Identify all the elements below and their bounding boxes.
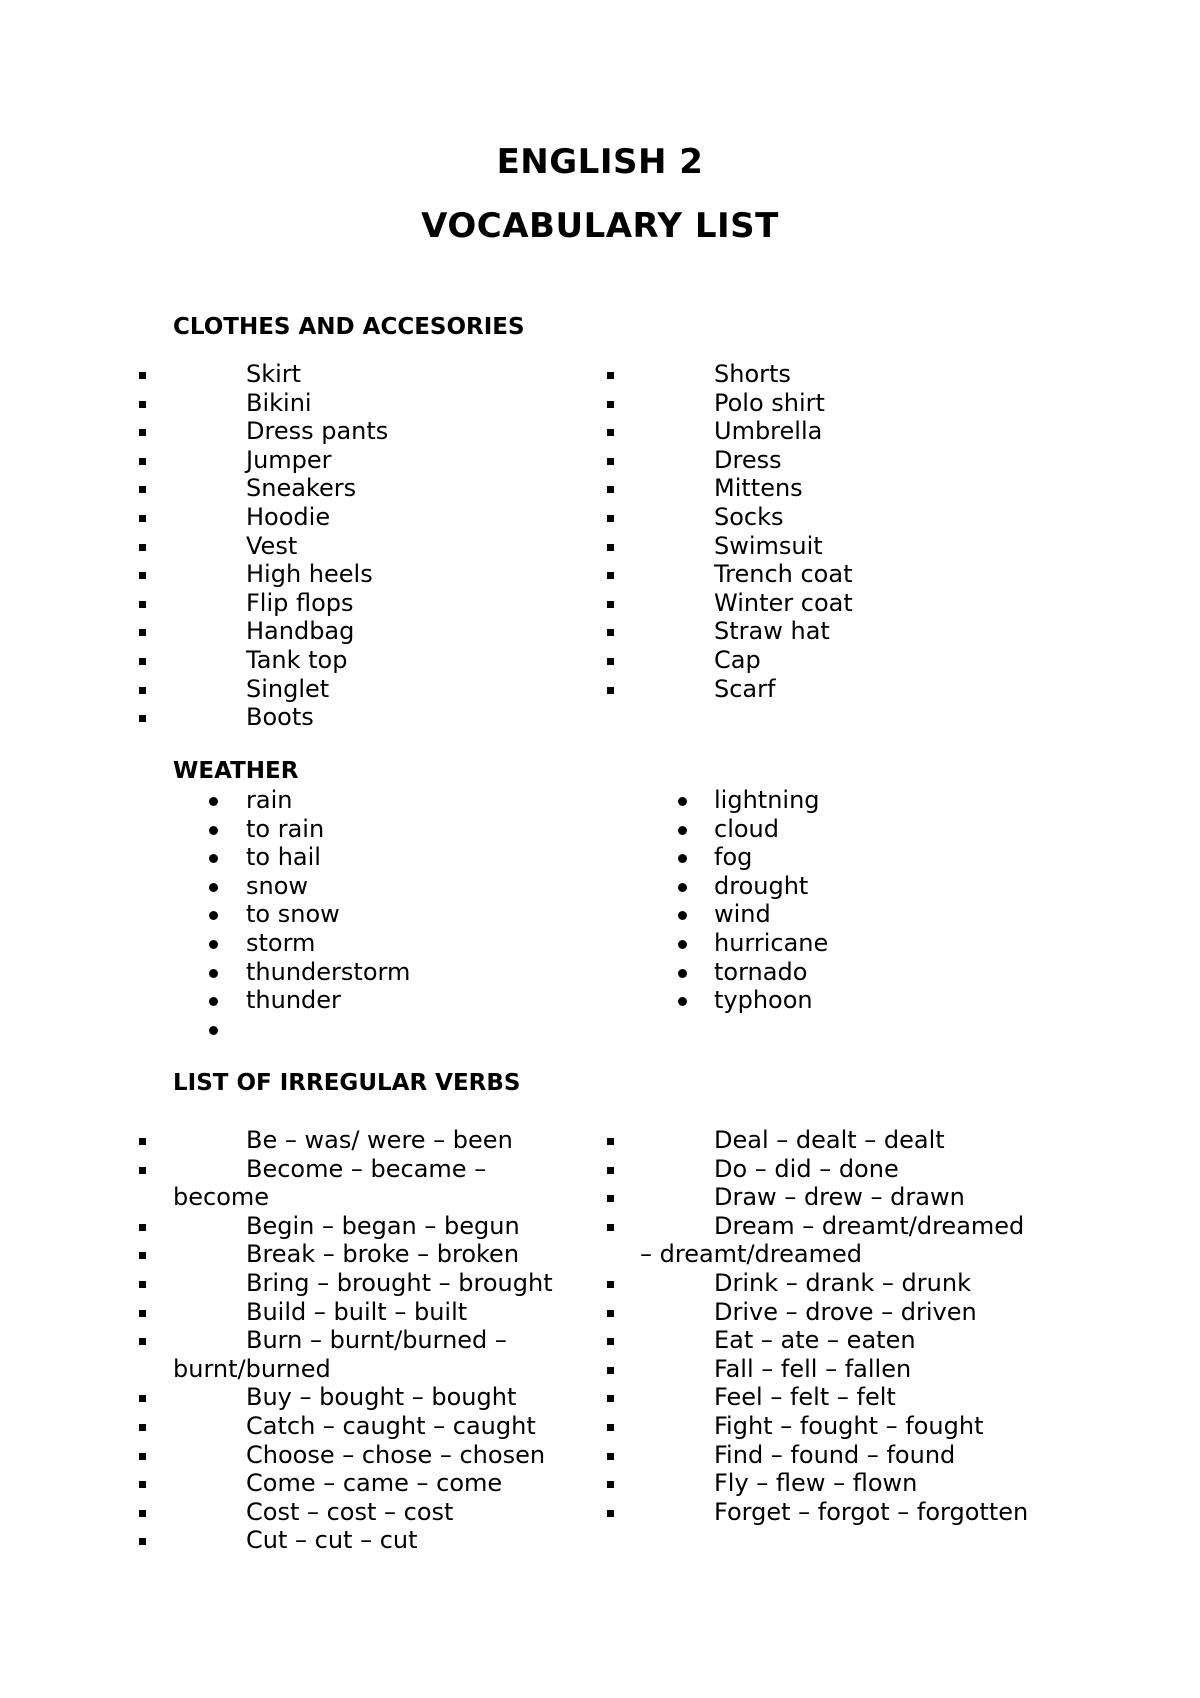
square-bullet-icon [607, 1367, 614, 1374]
list-item [0, 843, 1200, 872]
list-item [0, 986, 1200, 1015]
list-item [0, 1126, 1200, 1155]
list-item [0, 1498, 1200, 1527]
list-item-text: drought [714, 871, 809, 900]
list-item [0, 929, 1200, 958]
list-item-text: wind [714, 900, 771, 929]
list-item-text: Break – broke – broken [246, 1240, 520, 1269]
list-item [0, 589, 1200, 618]
list-item [0, 872, 1200, 901]
square-bullet-icon [607, 1224, 614, 1231]
list-item [0, 786, 1200, 815]
list-item-wrapped-text: become [173, 1183, 270, 1212]
list-item-text: storm [246, 928, 316, 957]
list-item-text: Cost – cost – cost [246, 1497, 454, 1526]
list-item [0, 1355, 1200, 1384]
list-item-text: Scarf [714, 674, 776, 703]
square-bullet-icon [607, 572, 614, 579]
square-bullet-icon [139, 715, 146, 722]
clothes-list-right [0, 360, 1200, 703]
list-item-text: Vest [246, 531, 298, 560]
list-item-text: snow [246, 871, 309, 900]
weather-heading: WEATHER [173, 758, 299, 784]
square-bullet-icon [607, 1453, 614, 1460]
round-bullet-icon [678, 826, 687, 835]
list-item-text: Bring – brought – brought [246, 1268, 553, 1297]
round-bullet-icon [678, 883, 687, 892]
weather-list-right [0, 786, 1200, 1015]
list-item-text: Catch – caught – caught [246, 1411, 536, 1440]
list-item-text: Hoodie [246, 502, 331, 531]
list-item-text: Jumper [246, 445, 332, 474]
list-item-text: Tank top [246, 645, 348, 674]
list-item-text: hurricane [714, 928, 829, 957]
square-bullet-icon [607, 401, 614, 408]
list-item-text: Come – came – come [246, 1469, 503, 1498]
list-item-text: Build – built – built [246, 1297, 468, 1326]
square-bullet-icon [607, 629, 614, 636]
list-item-wrapped-text: burnt/burned [173, 1354, 331, 1383]
square-bullet-icon [607, 1195, 614, 1202]
list-item-text: Sneakers [246, 474, 357, 503]
square-bullet-icon [607, 1395, 614, 1402]
square-bullet-icon [607, 544, 614, 551]
verbs-heading: LIST OF IRREGULAR VERBS [173, 1070, 521, 1096]
list-item-text: Dress pants [246, 417, 389, 446]
square-bullet-icon [607, 1481, 614, 1488]
list-item-text: cloud [714, 814, 779, 843]
list-item [0, 417, 1200, 446]
square-bullet-icon [607, 1281, 614, 1288]
list-item-text: Burn – burnt/burned – [246, 1326, 507, 1355]
list-item-text: Boots [246, 703, 314, 732]
list-item [0, 560, 1200, 589]
square-bullet-icon [607, 1338, 614, 1345]
list-item [0, 617, 1200, 646]
list-item-text: Find – found – found [714, 1440, 956, 1469]
list-item [0, 503, 1200, 532]
square-bullet-icon [607, 687, 614, 694]
square-bullet-icon [607, 601, 614, 608]
list-item [0, 1326, 1200, 1355]
list-item-text: Deal – dealt – dealt [714, 1126, 945, 1154]
square-bullet-icon [607, 1510, 614, 1517]
list-item [0, 958, 1200, 987]
list-item-text: Handbag [246, 617, 355, 646]
square-bullet-icon [607, 1167, 614, 1174]
list-item [0, 1212, 1200, 1269]
list-item-text: Straw hat [714, 617, 830, 646]
list-item-text: Drink – drank – drunk [714, 1268, 971, 1297]
round-bullet-icon [678, 854, 687, 863]
list-item [0, 815, 1200, 844]
square-bullet-icon [607, 429, 614, 436]
list-item-text: Bikini [246, 388, 312, 417]
list-item-text: Umbrella [714, 417, 823, 446]
list-item-text: Feel – felt – felt [714, 1383, 896, 1412]
list-item [0, 1441, 1200, 1470]
list-item [0, 446, 1200, 475]
list-item [0, 675, 1200, 704]
list-item-text: to snow [246, 900, 340, 929]
list-item [0, 1383, 1200, 1412]
list-item-text: to hail [246, 843, 321, 872]
list-item [0, 1526, 600, 1555]
square-bullet-icon [607, 1424, 614, 1431]
list-item-text: High heels [246, 560, 373, 589]
list-item [0, 532, 1200, 561]
list-item [0, 1412, 1200, 1441]
square-bullet-icon [607, 458, 614, 465]
square-bullet-icon [607, 515, 614, 522]
list-item-text: Buy – bought – bought [246, 1383, 517, 1412]
list-item-text: thunderstorm [246, 957, 411, 986]
list-item-text: Winter coat [714, 588, 853, 617]
list-item [0, 1469, 1200, 1498]
list-item [0, 1015, 600, 1044]
list-item-text: Flip flops [246, 588, 354, 617]
document-title: ENGLISH 2 [496, 142, 704, 182]
list-item-text: rain [246, 786, 293, 814]
list-item-text: Drive – drove – driven [714, 1297, 977, 1326]
list-item-wrapped-text: – dreamt/dreamed [640, 1240, 862, 1269]
list-item-text: Cut – cut – cut [246, 1526, 418, 1555]
list-item-text: Shorts [714, 360, 791, 388]
square-bullet-icon [607, 658, 614, 665]
list-item [0, 646, 1200, 675]
list-item [0, 474, 1200, 503]
list-item-text: Singlet [246, 674, 330, 703]
list-item-text: Dream – dreamt/dreamed [714, 1211, 1025, 1240]
round-bullet-icon [678, 940, 687, 949]
list-item [0, 389, 1200, 418]
list-item [0, 703, 600, 732]
list-item-text: tornado [714, 957, 808, 986]
list-item-text: Become – became – [246, 1154, 487, 1183]
list-item [0, 360, 1200, 389]
list-item [0, 1183, 1200, 1212]
list-item-text: Eat – ate – eaten [714, 1326, 916, 1355]
list-item-text: Be – was/ were – been [246, 1126, 513, 1154]
list-item [0, 900, 1200, 929]
list-item-text: Socks [714, 502, 784, 531]
list-item-text: Fight – fought – fought [714, 1411, 984, 1440]
list-item-text: Do – did – done [714, 1154, 899, 1183]
list-item-text: lightning [714, 786, 820, 814]
square-bullet-icon [139, 1538, 146, 1545]
list-item-text: Swimsuit [714, 531, 823, 560]
list-item-text: Polo shirt [714, 388, 825, 417]
list-item-text: Fall – fell – fallen [714, 1354, 912, 1383]
clothes-heading: CLOTHES AND ACCESORIES [173, 314, 525, 340]
list-item-text: thunder [246, 986, 341, 1015]
document-subtitle: VOCABULARY LIST [421, 206, 779, 246]
list-item-text: Draw – drew – drawn [714, 1183, 965, 1212]
round-bullet-icon [678, 997, 687, 1006]
round-bullet-icon [209, 1026, 218, 1035]
round-bullet-icon [678, 969, 687, 978]
list-item-text: Skirt [246, 360, 302, 388]
list-item [0, 1298, 1200, 1327]
list-item-text: Cap [714, 645, 761, 674]
list-item-text: Fly – flew – flown [714, 1469, 918, 1498]
verbs-list-right [0, 1126, 1200, 1526]
list-item-text: Begin – began – begun [246, 1211, 520, 1240]
list-item-text: Choose – chose – chosen [246, 1440, 546, 1469]
list-item-text: fog [714, 843, 753, 872]
list-item-text: Trench coat [714, 560, 853, 589]
list-item [0, 1155, 1200, 1184]
square-bullet-icon [607, 372, 614, 379]
round-bullet-icon [678, 911, 687, 920]
list-item-text: Mittens [714, 474, 803, 503]
square-bullet-icon [607, 1310, 614, 1317]
square-bullet-icon [607, 1138, 614, 1145]
list-item-text: to rain [246, 814, 325, 843]
list-item-text: typhoon [714, 986, 813, 1015]
list-item [0, 1269, 1200, 1298]
round-bullet-icon [678, 797, 687, 806]
square-bullet-icon [607, 486, 614, 493]
list-item-text: Dress [714, 445, 782, 474]
list-item-text: Forget – forgot – forgotten [714, 1497, 1029, 1526]
